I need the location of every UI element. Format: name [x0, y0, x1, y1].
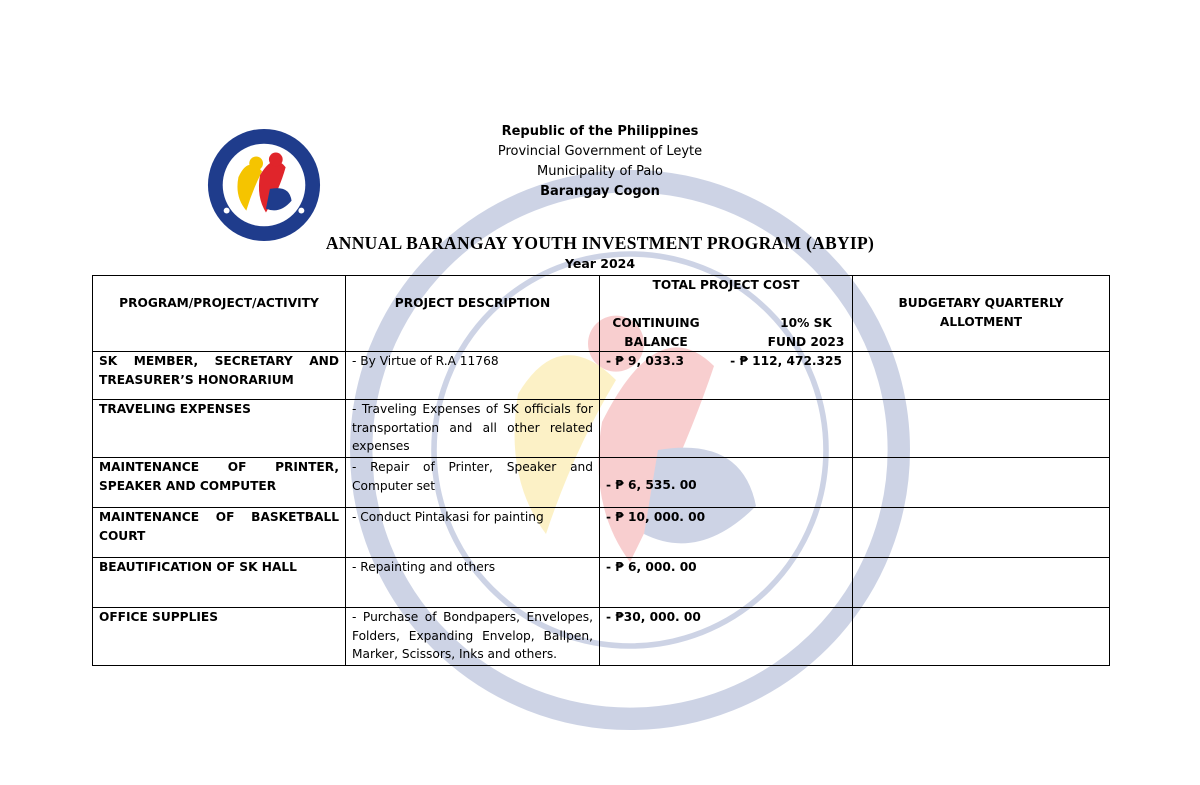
letterhead [440, 122, 760, 202]
row-program: SK MEMBER, SECRETARY AND TREASURER’S HONORARIUM [93, 352, 346, 400]
table-row [93, 558, 1110, 608]
header-total-cost-title: TOTAL PROJECT COST [652, 278, 800, 292]
row-budget [853, 608, 1110, 666]
table-row [93, 400, 1110, 458]
header-republic: Republic of the Philippines [501, 124, 699, 139]
row-continuing-balance: - ₱ 10, 000. 00 [606, 510, 706, 524]
row-cost [600, 352, 853, 400]
document-title: ANNUAL BARANGAY YOUTH INVESTMENT PROGRAM (ABYIP) [325, 233, 875, 253]
abyip-table [92, 275, 1110, 666]
row-cost [600, 508, 853, 558]
row-continuing-balance: - ₱ 6, 000. 00 [606, 560, 697, 574]
row-budget [853, 508, 1110, 558]
header-municipality: Municipality of Palo [537, 164, 663, 179]
row-cost [600, 558, 853, 608]
row-description: - Conduct Pintakasi for painting [346, 508, 600, 558]
document-year: Year 2024 [564, 256, 636, 271]
header-description: PROJECT DESCRIPTION [346, 276, 600, 352]
header-budgetary-allotment: BUDGETARY QUARTERLY ALLOTMENT [853, 276, 1110, 352]
header-province: Provincial Government of Leyte [497, 144, 703, 159]
row-sk-fund: - ₱ 112, 472.325 [730, 354, 842, 368]
row-program: OFFICE SUPPLIES [93, 608, 346, 666]
table-row [93, 352, 1110, 400]
header-continuing-balance: CONTINUING BALANCE [612, 316, 700, 349]
row-cost [600, 400, 853, 458]
row-budget [853, 400, 1110, 458]
header-sk-fund: 10% SK FUND 2023 [767, 316, 845, 349]
row-description: - Purchase of Bondpapers, Envelopes, Folders, Expanding Envelop, Ballpen, Marker, Scissors, Inks and others. [346, 608, 600, 666]
row-description: - By Virtue of R.A 11768 [346, 352, 600, 400]
table-header-row [93, 276, 1110, 352]
sk-logo [205, 126, 323, 244]
row-description: - Traveling Expenses of SK officials for transportation and all other related expenses [346, 400, 600, 458]
row-continuing-balance: - ₱ 6, 535. 00 [606, 478, 697, 492]
row-budget [853, 458, 1110, 508]
row-cost [600, 458, 853, 508]
header-barangay: Barangay Cogon [540, 184, 660, 199]
table-row [93, 458, 1110, 508]
row-program: MAINTENANCE OF BASKETBALL COURT [93, 508, 346, 558]
row-cost [600, 608, 853, 666]
row-description: - Repair of Printer, Speaker and Computer set [346, 458, 600, 508]
row-program: MAINTENANCE OF PRINTER, SPEAKER AND COMPUTER [93, 458, 346, 508]
header-total-cost [600, 276, 853, 352]
row-description: - Repainting and others [346, 558, 600, 608]
table-row [93, 608, 1110, 666]
row-budget [853, 558, 1110, 608]
header-program: PROGRAM/PROJECT/ACTIVITY [93, 276, 346, 352]
row-budget [853, 352, 1110, 400]
row-program: TRAVELING EXPENSES [93, 400, 346, 458]
row-continuing-balance: - ₱ 9, 033.3 [606, 354, 684, 368]
table-row [93, 508, 1110, 558]
row-continuing-balance: - ₱30, 000. 00 [606, 610, 701, 624]
row-program: BEAUTIFICATION OF SK HALL [93, 558, 346, 608]
